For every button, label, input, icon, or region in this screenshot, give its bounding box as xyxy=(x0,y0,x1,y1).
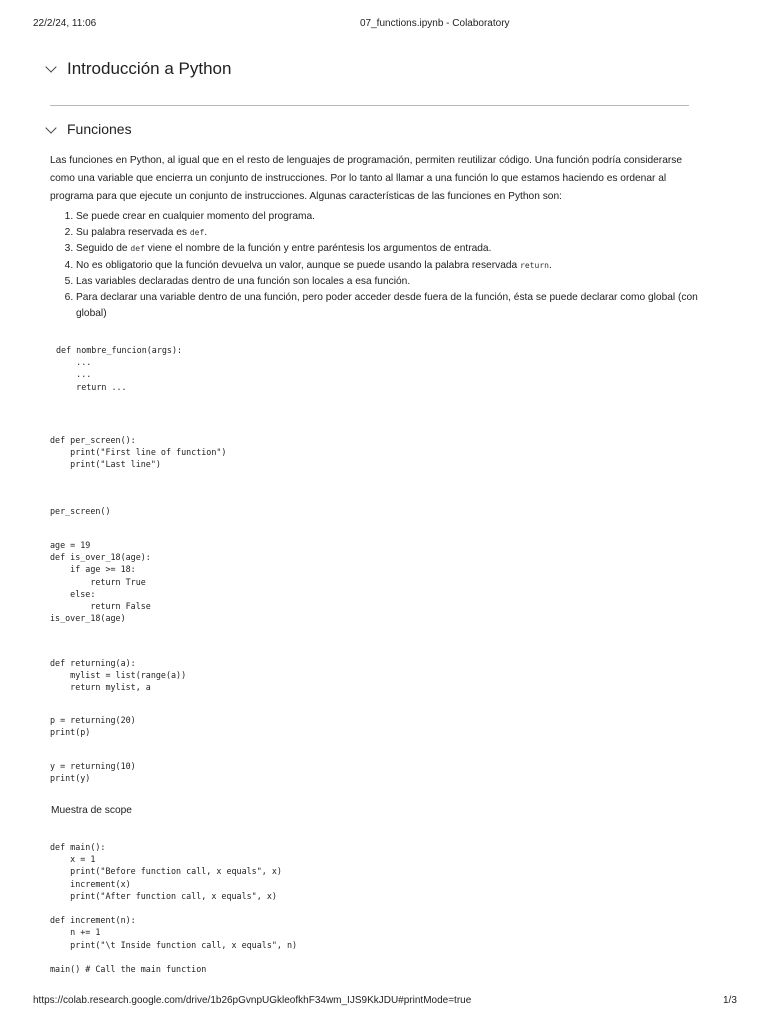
chevron-down-icon[interactable] xyxy=(45,122,56,133)
list-item: 5. Las variables declaradas dentro de una función son locales a esa función. xyxy=(76,274,716,290)
chevron-down-icon[interactable] xyxy=(45,61,56,72)
inline-code: def xyxy=(130,244,145,254)
print-title: 07_functions.ipynb - Colaboratory xyxy=(360,18,510,29)
section-title-funciones: Funciones xyxy=(67,121,132,137)
list-item: 3. Seguido de def viene el nombre de la función y entre paréntesis los argumentos de entrada. xyxy=(76,241,716,257)
paragraph-line: como una variable que encierra un conjunto de instrucciones. Por lo tanto al llamar a una función lo que estamos haciendo es ordenar al xyxy=(50,173,667,184)
section-divider xyxy=(50,105,689,106)
inline-code: def xyxy=(189,228,205,238)
paragraph-line: programa para que ejecute un conjunto de instrucciones. Algunas características de las funciones en Python son: xyxy=(50,191,562,202)
code-cell-returning-def[interactable]: def returning(a): mylist = list(range(a)) return mylist, a xyxy=(50,658,187,693)
code-cell-returning-20[interactable]: p = returning(20) print(p) xyxy=(50,715,136,738)
code-cell-returning-10[interactable]: y = returning(10) print(y) xyxy=(50,761,136,784)
inline-code: return xyxy=(520,260,549,270)
list-item: 4. No es obligatorio que la función devuelva un valor, aunque se puede usando la palabra reservada return. xyxy=(76,258,716,274)
code-cell-scope-demo[interactable]: def main(): x = 1 print("Before function call, x equals", x) increment(x) print("After function call, x equals", x) def increment(n): n += 1 print("\t Inside function call, x equals", n) main() # Call the main function xyxy=(50,842,298,975)
paragraph-line: Las funciones en Python, al igual que en el resto de lenguajes de programación, permiten reutilizar código. Una función podría considerarse xyxy=(50,155,683,166)
features-list xyxy=(52,209,716,322)
list-item: 6. Para declarar una variable dentro de una función, pero poder acceder desde fuera de la función, ésta se puede declarar como global (con global) xyxy=(76,290,716,322)
list-item: 1. Se puede crear en cualquier momento del programa. xyxy=(76,209,716,225)
code-cell-per-screen-call[interactable]: per_screen() xyxy=(50,506,111,516)
print-datetime: 22/2/24, 11:06 xyxy=(33,18,97,29)
print-url: https://colab.research.google.com/drive/1b26pGvnpUGkleofkhF34wm_IJS9KkJDU#printMode=true xyxy=(33,995,472,1006)
page-number: 1/3 xyxy=(723,995,737,1006)
scope-text: Muestra de scope xyxy=(51,805,132,816)
section-title-intro: Introducción a Python xyxy=(67,59,232,78)
code-cell-is-over-18[interactable]: age = 19 def is_over_18(age): if age >= 18: return True else: return False is_over_18(age) xyxy=(50,540,151,624)
code-cell-syntax[interactable]: def nombre_funcion(args): ... ... return ... xyxy=(56,345,183,392)
intro-paragraph xyxy=(50,152,700,206)
list-item: 2. Su palabra reservada es def. xyxy=(76,225,716,241)
code-cell-per-screen-def[interactable]: def per_screen(): print("First line of function") print("Last line") xyxy=(50,435,227,470)
